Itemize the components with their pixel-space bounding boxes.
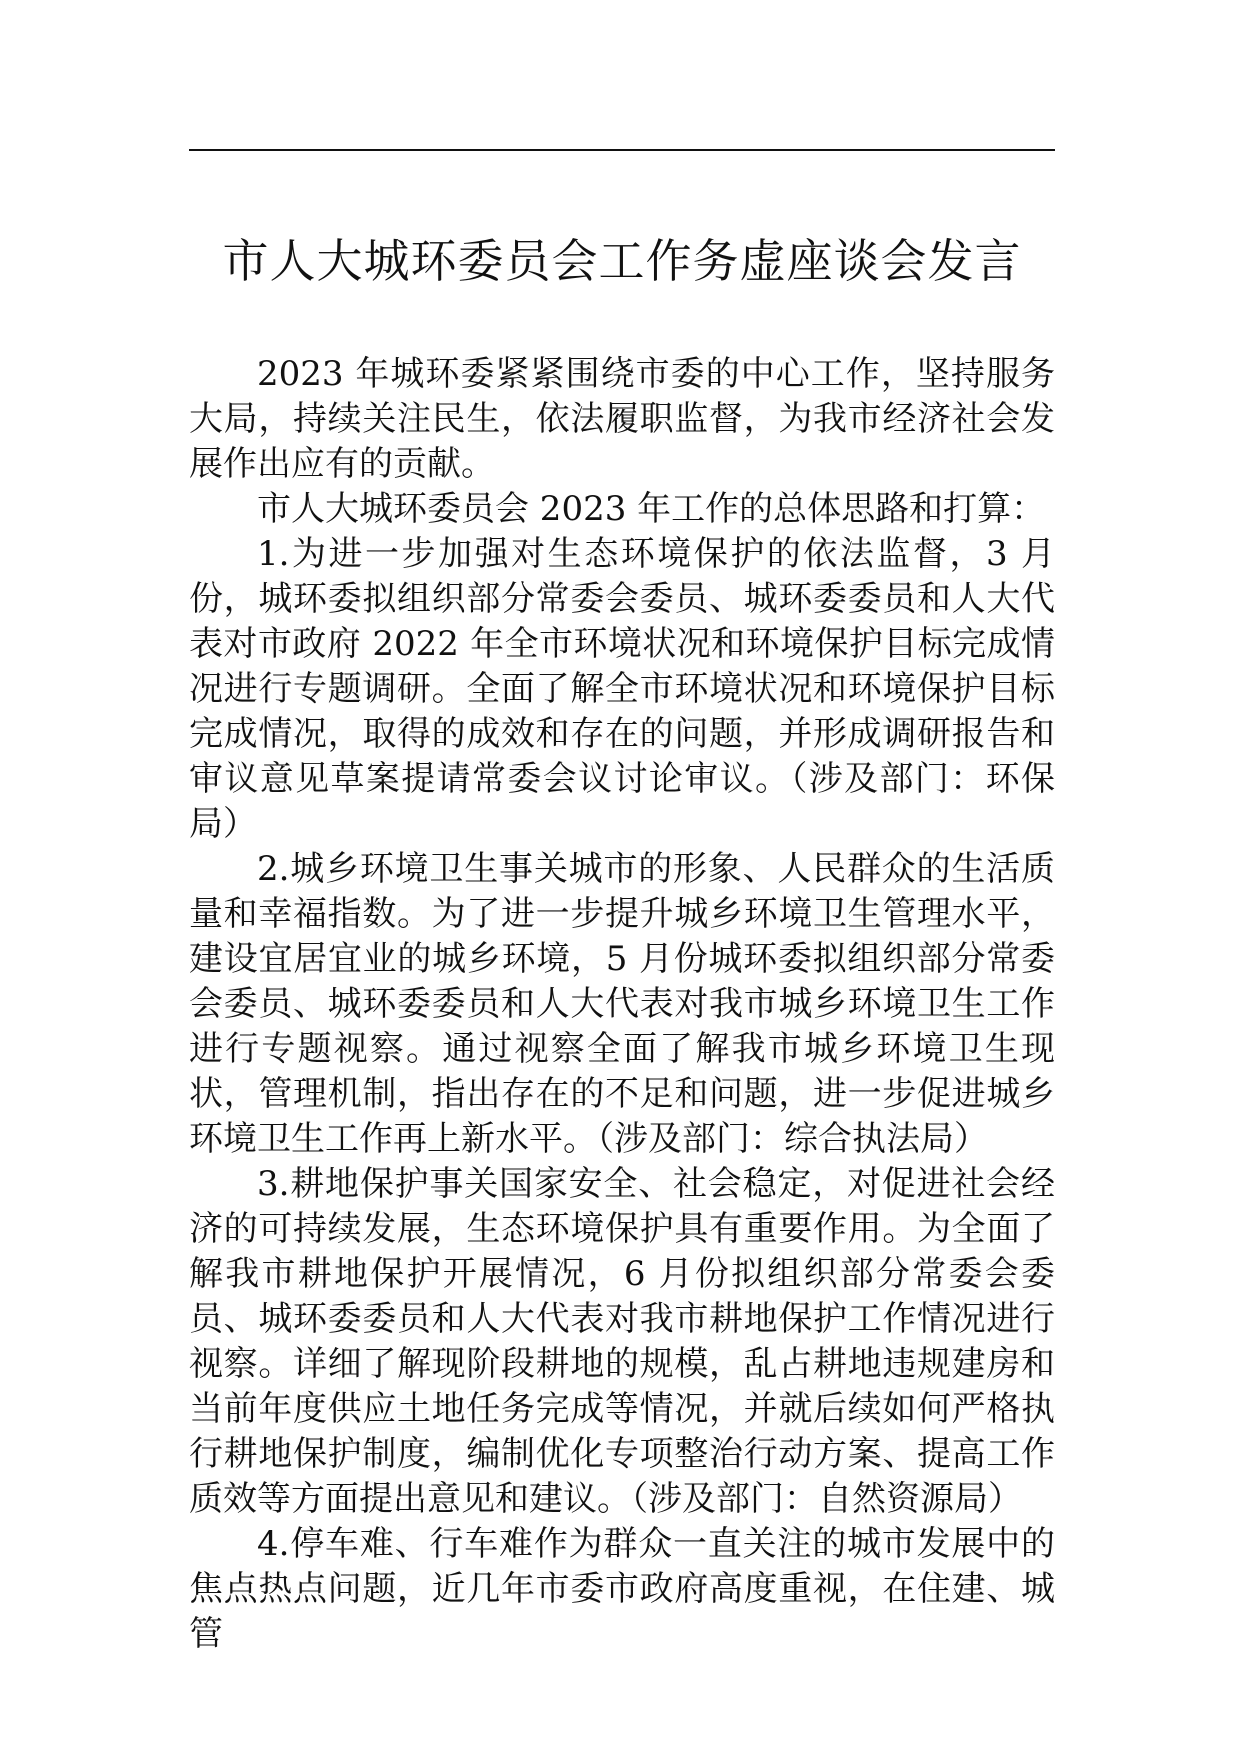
plan-heading-paragraph: 市人大城环委员会 2023 年工作的总体思路和打算：	[257, 489, 1046, 529]
header-rule	[189, 149, 1055, 151]
item-4-paragraph: 4.停车难、行车难作为群众一直关注的城市发展中的焦点热点问题，近几年市委市政府高度重视，在住建、城管	[189, 1524, 1055, 1654]
item-2-paragraph: 2.城乡环境卫生事关城市的形象、人民群众的生活质量和幸福指数。为了进一步提升城乡环境卫生管理水平，建设宜居宜业的城乡环境，5 月份城环委拟组织部分常委会委员、城环委委员和人大代表对我市城乡环境卫生工作进行专题视察。通过视察全面了解我市城乡环境卫生现状，管理机制，指出存在的不足和问题，进一步促进城乡环境卫生工作再上新水平。（涉及部门：综合执法局）	[189, 849, 1055, 1159]
document-title: 市人大城环委员会工作务虚座谈会发言	[222, 234, 1022, 288]
intro-paragraph: 2023 年城环委紧紧围绕市委的中心工作，坚持服务大局，持续关注民生，依法履职监督，为我市经济社会发展作出应有的贡献。	[189, 354, 1055, 484]
document-body	[189, 352, 1055, 1657]
item-1-paragraph: 1.为进一步加强对生态环境保护的依法监督，3 月份，城环委拟组织部分常委会委员、城环委委员和人大代表对市政府 2022 年全市环境状况和环境保护目标完成情况进行专题调研。全面了解全市环境状况和环境保护目标完成情况，取得的成效和存在的问题，并形成调研报告和审议意见草案提请常委会议讨论审议。（涉及部门：环保局）	[189, 534, 1055, 844]
item-3-paragraph: 3.耕地保护事关国家安全、社会稳定，对促进社会经济的可持续发展，生态环境保护具有重要作用。为全面了解我市耕地保护开展情况，6 月份拟组织部分常委会委员、城环委委员和人大代表对我市耕地保护工作情况进行视察。详细了解现阶段耕地的规模，乱占耕地违规建房和当前年度供应土地任务完成等情况，并就后续如何严格执行耕地保护制度，编制优化专项整治行动方案、提高工作质效等方面提出意见和建议。（涉及部门：自然资源局）	[189, 1164, 1055, 1519]
